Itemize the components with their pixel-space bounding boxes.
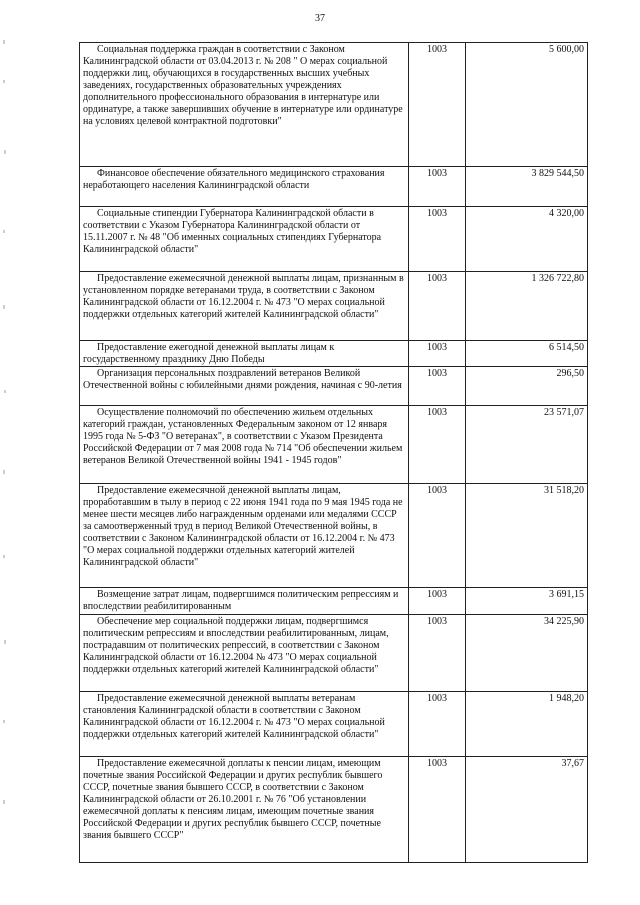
row-code: 1003 bbox=[409, 692, 466, 757]
row-code: 1003 bbox=[409, 367, 466, 406]
table-row bbox=[80, 207, 588, 272]
scan-edge-marks bbox=[2, 0, 8, 905]
row-code: 1003 bbox=[409, 757, 466, 863]
row-code: 1003 bbox=[409, 272, 466, 341]
row-amount: 23 571,07 bbox=[466, 406, 588, 484]
row-description: Предоставление ежегодной денежной выплаты лицам к государственному празднику Дню Победы bbox=[80, 341, 409, 367]
row-amount: 31 518,20 bbox=[466, 484, 588, 588]
row-amount: 34 225,90 bbox=[466, 615, 588, 692]
row-amount: 3 829 544,50 bbox=[466, 167, 588, 207]
row-code: 1003 bbox=[409, 43, 466, 167]
row-description: Возмещение затрат лицам, подвергшимся политическим репрессиям и впоследствии реабилитированным bbox=[80, 588, 409, 615]
table-row bbox=[80, 692, 588, 757]
row-description: Социальные стипендии Губернатора Калининградской области в соответствии с Указом Губернатора Калининградской области от 15.11.2007 г. № 48 "Об именных социальных стипендиях Губернатора Калининградской области" bbox=[80, 207, 409, 272]
table-row bbox=[80, 367, 588, 406]
row-description: Предоставление ежемесячной денежной выплаты ветеранам становления Калининградской области в соответствии с Законом Калининградской области от 16.12.2004 г. № 473 "О мерах социальной поддержки отдельных категорий жителей Калининградской области" bbox=[80, 692, 409, 757]
table-row bbox=[80, 341, 588, 367]
row-amount: 6 514,50 bbox=[466, 341, 588, 367]
row-description: Предоставление ежемесячной доплаты к пенсии лицам, имеющим почетные звания Российской Федерации и других республик бывшего СССР, почетные звания бывшего СССР, в соответствии с Законом Калининградской области от 26.10.2001 г. № 76 "Об установлении ежемесячной доплаты к пенсиям лицам, имеющим почетные звания Российской Федерации и других республик бывшего СССР, почетные звания бывшего СССР" bbox=[80, 757, 409, 863]
row-code: 1003 bbox=[409, 588, 466, 615]
row-amount: 5 600,00 bbox=[466, 43, 588, 167]
table-row bbox=[80, 43, 588, 167]
row-amount: 296,50 bbox=[466, 367, 588, 406]
table-row bbox=[80, 484, 588, 588]
row-code: 1003 bbox=[409, 406, 466, 484]
row-amount: 3 691,15 bbox=[466, 588, 588, 615]
row-code: 1003 bbox=[409, 341, 466, 367]
row-code: 1003 bbox=[409, 615, 466, 692]
row-description: Предоставление ежемесячной денежной выплаты лицам, проработавшим в тылу в период с 22 июня 1941 года по 9 мая 1945 года не менее шести месяцев либо награжденным орденами или медалями СССР за самоотверженный труд в период Великой Отечественной войны, в соответствии с Законом Калининградской области от 16.12.2004 г. № 473 "О мерах социальной поддержки отдельных категорий жителей Калининградской области" bbox=[80, 484, 409, 588]
row-description: Обеспечение мер социальной поддержки лицам, подвергшимся политическим репрессиям и впоследствии реабилитированным, лицам, пострадавшим от политических репрессий, в соответствии с Законом Калининградской области от 16.12.2004 № 473 "О мерах социальной поддержки отдельных категорий жителей Калининградской области" bbox=[80, 615, 409, 692]
row-amount: 4 320,00 bbox=[466, 207, 588, 272]
table-row bbox=[80, 406, 588, 484]
table-row bbox=[80, 615, 588, 692]
table-row bbox=[80, 757, 588, 863]
row-description: Социальная поддержка граждан в соответствии с Законом Калининградской области от 03.04.2013 г. № 208 " О мерах социальной поддержки лиц, обучающихся в государственных высших учебных заведениях, государственных образовательных учреждениях дополнительного профессионального образования в интернатуре или ординатуре, а также завершивших обучение в интернатуре или ординатуре на условиях целевой контрактной подготовки" bbox=[80, 43, 409, 167]
row-amount: 1 326 722,80 bbox=[466, 272, 588, 341]
budget-table bbox=[79, 42, 588, 863]
row-code: 1003 bbox=[409, 484, 466, 588]
table-row bbox=[80, 167, 588, 207]
row-amount: 1 948,20 bbox=[466, 692, 588, 757]
page-number: 37 bbox=[315, 13, 325, 24]
table-row bbox=[80, 588, 588, 615]
row-code: 1003 bbox=[409, 167, 466, 207]
row-description: Финансовое обеспечение обязательного медицинского страхования неработающего населения Калининградской области bbox=[80, 167, 409, 207]
table-row bbox=[80, 272, 588, 341]
row-amount: 37,67 bbox=[466, 757, 588, 863]
row-description: Организация персональных поздравлений ветеранов Великой Отечественной войны с юбилейными днями рождения, начиная с 90-летия bbox=[80, 367, 409, 406]
row-description: Осуществление полномочий по обеспечению жильем отдельных категорий граждан, установленных Федеральным законом от 12 января 1995 года № 5-ФЗ "О ветеранах", в соответствии с Указом Президента Российской Федерации от 7 мая 2008 года № 714 "Об обеспечении жильем ветеранов Великой Отечественной войны 1941 - 1945 годов" bbox=[80, 406, 409, 484]
row-description: Предоставление ежемесячной денежной выплаты лицам, признанным в установленном порядке ветеранами труда, в соответствии с Законом Калининградской области от 16.12.2004 г. № 473 "О мерах социальной поддержки отдельных категорий жителей Калининградской области" bbox=[80, 272, 409, 341]
row-code: 1003 bbox=[409, 207, 466, 272]
